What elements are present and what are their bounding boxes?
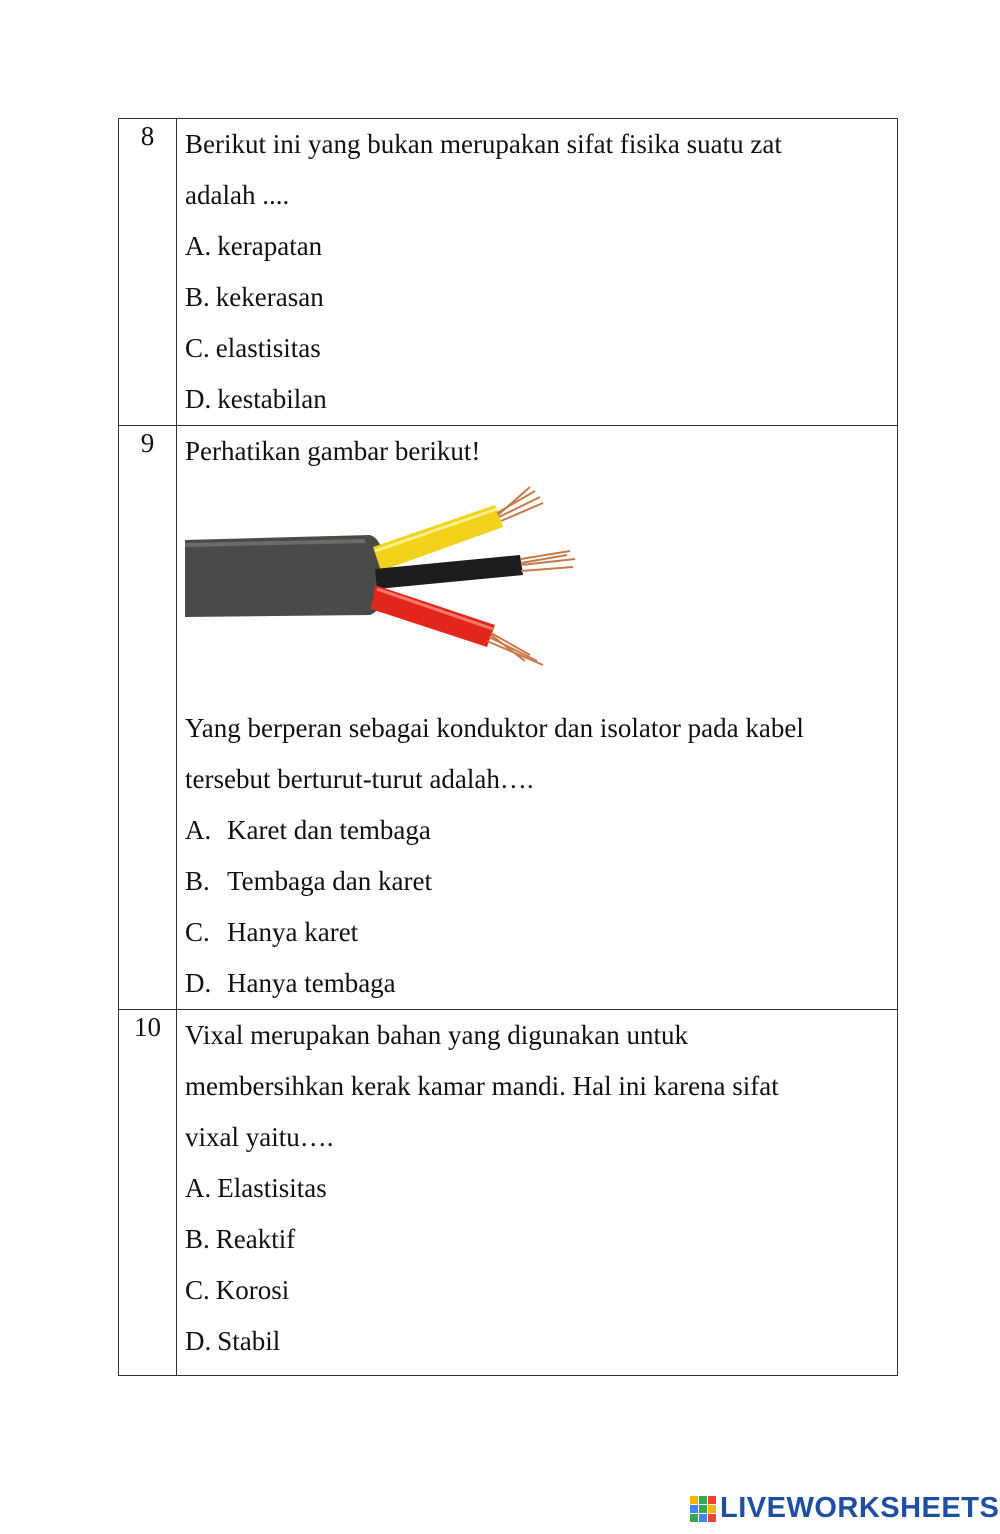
option-text: kerapatan [217, 231, 323, 261]
question-content [177, 426, 898, 1010]
option-letter: C. [185, 917, 210, 947]
question-intro: Perhatikan gambar berikut! [185, 436, 481, 466]
option-text: Stabil [217, 1326, 281, 1356]
option-letter: A. [185, 231, 212, 261]
question-number: 9 [119, 426, 177, 1010]
question-stem-line: vixal yaitu…. [185, 1122, 334, 1152]
option-letter: C. [185, 1275, 210, 1305]
question-stem-line: tersebut berturut-turut adalah…. [185, 764, 534, 794]
option-letter: D. [185, 968, 212, 998]
option-letter: A. [185, 1173, 212, 1203]
option-b[interactable] [185, 856, 897, 907]
option-b[interactable] [185, 272, 897, 323]
option-letter: D. [185, 384, 212, 414]
option-text: Hanya tembaga [227, 968, 396, 998]
option-text: kestabilan [217, 384, 327, 414]
option-letter: A. [185, 815, 212, 845]
option-text: Karet dan tembaga [227, 815, 431, 845]
question-stem-line: membersihkan kerak kamar mandi. Hal ini karena sifat [185, 1071, 779, 1101]
option-letter: B. [185, 282, 210, 312]
option-text: Reaktif [215, 1224, 296, 1254]
option-letter: D. [185, 1326, 212, 1356]
option-d[interactable] [185, 1316, 897, 1367]
question-stem-line: Yang berperan sebagai konduktor dan isolator pada kabel [185, 713, 804, 743]
logo-text: LIVEWORKSHEETS [720, 1492, 1000, 1524]
question-table [118, 118, 898, 1376]
question-number: 10 [119, 1010, 177, 1376]
option-c[interactable] [185, 1265, 897, 1316]
question-row-8 [119, 119, 898, 426]
option-a[interactable] [185, 805, 897, 856]
question-stem-line: Vixal merupakan bahan yang digunakan untuk [185, 1020, 688, 1050]
option-text: kekerasan [215, 282, 324, 312]
option-letter: B. [185, 1224, 210, 1254]
option-b[interactable] [185, 1214, 897, 1265]
option-text: Hanya karet [227, 917, 359, 947]
liveworksheets-logo[interactable] [690, 1492, 999, 1525]
question-stem-line: adalah .... [185, 180, 290, 210]
option-a[interactable] [185, 221, 897, 272]
question-row-9 [119, 426, 898, 1010]
option-text: elastisitas [215, 333, 321, 363]
question-stem-line: Berikut ini yang bukan merupakan sifat fisika suatu zat [185, 129, 782, 159]
question-content [177, 1010, 898, 1376]
logo-grid-icon [690, 1496, 716, 1522]
option-d[interactable] [185, 958, 897, 1009]
option-text: Elastisitas [217, 1173, 327, 1203]
option-text: Tembaga dan karet [227, 866, 433, 896]
option-letter: C. [185, 333, 210, 363]
option-a[interactable] [185, 1163, 897, 1214]
cable-icon [185, 485, 605, 685]
option-letter: B. [185, 866, 210, 896]
option-c[interactable] [185, 907, 897, 958]
question-number: 8 [119, 119, 177, 426]
question-content [177, 119, 898, 426]
cable-wires-image [185, 477, 897, 703]
option-d[interactable] [185, 374, 897, 425]
option-text: Korosi [215, 1275, 290, 1305]
option-c[interactable] [185, 323, 897, 374]
question-row-10 [119, 1010, 898, 1376]
